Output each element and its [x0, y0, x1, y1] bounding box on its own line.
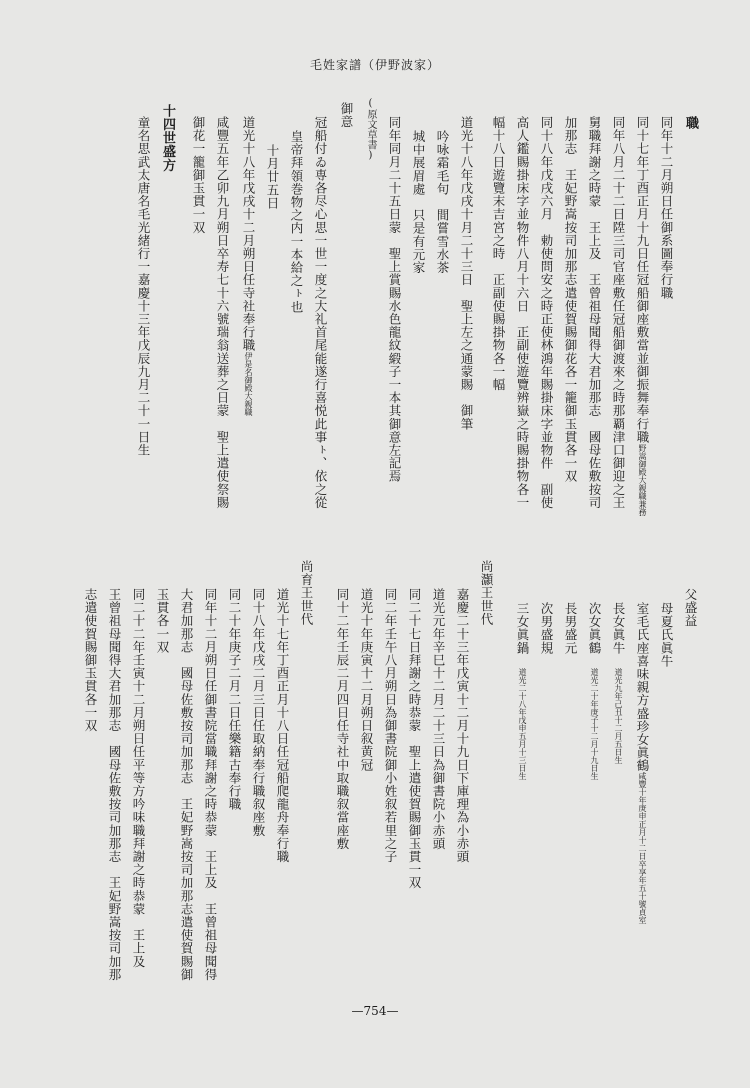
poem-line: 吟咏霜毛句 間嘗雪水茶 [435, 130, 450, 275]
source-note: (原文草書) [365, 98, 376, 162]
text-column: 王曾祖母聞得大君加那志 國母佐敷按司加那志 王妃野嵩按司加那 [107, 588, 122, 981]
poem-line: 城中展眉處 只是有元家 [411, 130, 426, 275]
family-entry [635, 602, 649, 924]
text-column: 同十八年戊戌二月三日任取納奉行職叙座敷 [251, 588, 266, 837]
text-column [635, 116, 649, 516]
family-entry [587, 602, 601, 780]
text-column: 同二年壬午八月朔日為御書院御小姓叙若里之子 [383, 588, 398, 864]
annotation-note: 野嵩御殿大親職兼務 [638, 443, 647, 516]
text-column: 皇帝拜領巻物之内一本給之ㇳ也 [289, 130, 304, 314]
text-column [241, 116, 255, 416]
page-number: —754— [351, 1004, 399, 1018]
family-entry: 父盛益 [683, 588, 698, 628]
text-column: 職 [683, 116, 698, 130]
text-column: 高人鑑賜掛床字並物件八月十六日 正副使遊覽辨嶽之時賜掛物各一 [515, 116, 530, 509]
text-column: 同十八年戊戌六月 勅使問安之時正使林鴻年賜掛床字並物件 副使 [539, 116, 554, 509]
family-entry [611, 602, 625, 764]
text-column: 加那志 王妃野嵩按司加那志遣使賀賜御花各一籠御玉貫各一双 [563, 116, 578, 483]
text-column: 同年八月二十二日陞三司官座敷任冠船御渡來之時那覇津口御迎之王 [611, 116, 626, 509]
text-column: 童名思武太唐名毛光緒行一嘉慶十三年戊辰九月二十一日生 [136, 116, 151, 457]
text-column: 同二十年庚子二月二日任樂籍古奉行職 [227, 588, 242, 811]
text-segment: 次女眞鶴 [587, 602, 602, 655]
text-column: 同年同月二十五日蒙 聖上賞賜水色龍紋緞子一本其御意左記焉 [387, 116, 402, 483]
page-title: 毛姓家譜（伊野波家） [309, 58, 440, 72]
annotation-note: 道光二十年庚子十二月十九日生 [590, 667, 599, 780]
reign-heading: 尚灝王世代 [479, 560, 494, 626]
annotation-note: 道光二十八年戊申五月十三日生 [518, 667, 527, 780]
text-column: 道光十八年戊戌十月二十三日 聖上左之通蒙賜 御筆 [459, 116, 474, 431]
text-column: 道光十七年丁酉正月十八日任冠船爬龍舟奉行職 [275, 588, 290, 864]
text-column: 幅十八日遊覽末吉宮之時 正副使賜掛物各一幅 [491, 116, 506, 392]
text-column: 道光十年庚寅十二月朔日叙黄冠 [359, 588, 374, 772]
family-entry: 次男盛規 [539, 602, 554, 655]
text-column: 玉貫各一双 [155, 588, 170, 654]
text-column: 舅職拜謝之時蒙 王上及 王曾祖母聞得大君加那志 國母佐敷按司 [587, 116, 602, 509]
text-column: 同二十二年壬寅十二月朔日任平等方吟味職拜謝之時恭蒙 王上及 [131, 588, 146, 968]
text-segment: 同十七年丁酉正月十九日任冠船御座敷當並御振舞奉行職 [635, 116, 650, 444]
text-segment: 長女眞牛 [611, 602, 626, 655]
text-column: 御花一籠御玉貫一双 [191, 116, 206, 234]
text-segment: 室毛氏座喜味親方盛珍女眞鶴 [635, 602, 650, 773]
text-column: 道光元年辛巳十二月二十三日為御書院小赤頭 [431, 588, 446, 850]
text-column: 同十二年壬辰二月四日任寺社中取職叙當座敷 [335, 588, 350, 850]
text-column: 同年十二月朔日任御書院當職拜謝之時恭蒙 王上及 王曾祖母聞得 [203, 588, 218, 981]
text-column: 冠船付ゐ専各尽心思一世一度之大礼首尾能遂行喜悦此事ㇳ、依之從 [313, 116, 328, 509]
family-entry: 母夏氏眞牛 [659, 602, 674, 668]
date-column: 十月廿五日 [265, 144, 280, 210]
text-column: 嘉慶二十三年戊寅十二月十九日下庫理為小赤頭 [455, 588, 470, 864]
annotation-note: 道光九年己丑十二月五日生 [614, 667, 623, 764]
text-column: 御意 [339, 102, 354, 129]
text-column: 同年十二月朔日任御系圖奉行職 [659, 116, 674, 300]
annotation-note: 伊是名御殿大親職 [244, 351, 253, 416]
text-column: 大君加那志 國母佐敷按司加那志 王妃野嵩按司加那志遣使賀賜御 [179, 588, 194, 981]
generation-heading: 十四世盛方 [160, 104, 175, 172]
text-column: 同二十七日拜謝之時恭蒙 聖上遣使賀賜御玉貫一双 [407, 588, 422, 890]
annotation-note: 咸豐十年庚申正月十二日卒享年五十號貞室 [638, 772, 647, 925]
text-segment: 三女眞鍋 [515, 602, 530, 655]
text-column: 咸豐五年乙卯九月朔日卒寿七十六號瑞翁送葬之日蒙 聖上遣使祭賜 [215, 116, 230, 509]
text-column: 志遣使賀賜御玉貫各一双 [83, 588, 98, 733]
family-entry: 長男盛元 [563, 602, 578, 655]
reign-heading: 尚育王世代 [299, 560, 314, 626]
text-segment: 道光十八年戊戌十二月朔日任寺社奉行職 [241, 116, 256, 352]
family-entry [515, 602, 529, 780]
